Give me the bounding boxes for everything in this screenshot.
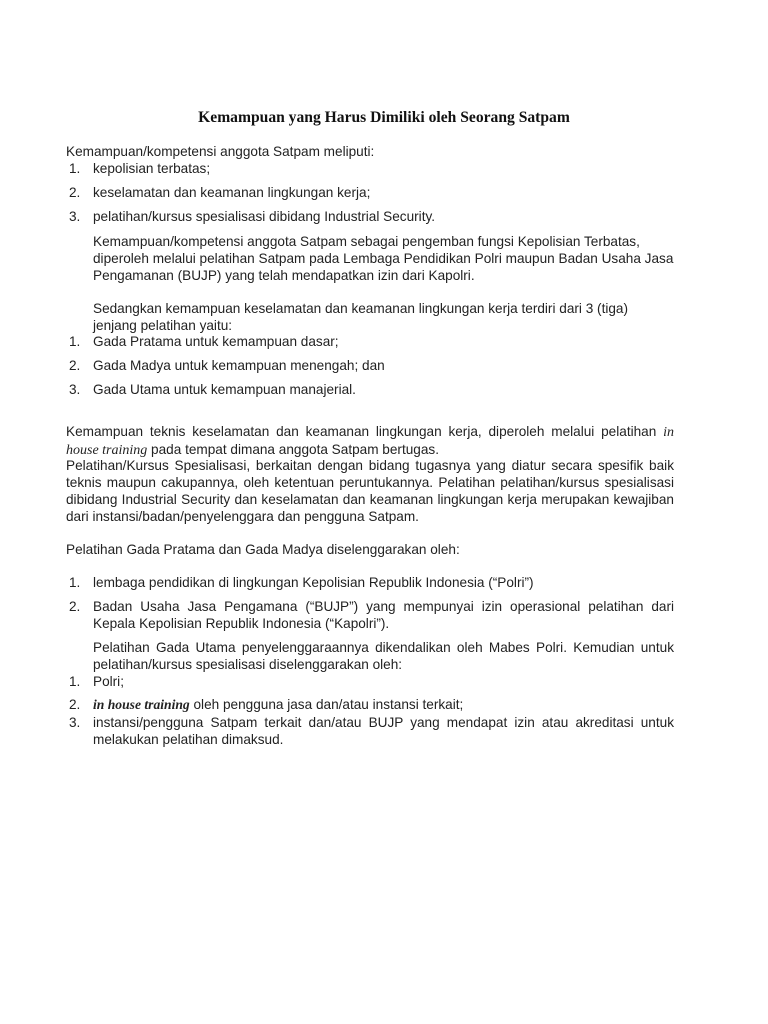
list-number: 2. <box>69 358 81 373</box>
paragraph-kemampuan-teknis <box>66 423 674 459</box>
list-text: pelatihan/kursus spesialisasi dibidang Industrial Security. <box>93 209 436 224</box>
list-number: 2. <box>69 697 81 712</box>
list-text: keselamatan dan keamanan lingkungan kerja; <box>93 185 371 200</box>
paragraph-gada-utama: Pelatihan Gada Utama penyelenggaraannya dikendalikan oleh Mabes Polri. Kemudian untuk pelatihan/kursus spesialisasi diselenggarakan oleh: <box>93 640 674 672</box>
intro-text: Kemampuan/kompetensi anggota Satpam meliputi: <box>66 144 375 159</box>
list-number: 3. <box>69 209 81 224</box>
list-number: 1. <box>69 334 81 349</box>
italic-term: in house training <box>93 697 190 712</box>
italic-term: in house training <box>66 425 674 458</box>
list-text: Badan Usaha Jasa Pengamana (“BUJP”) yang mempunyai izin operasional pelatihan dari Kepala Kepolisian Republik Indonesia (“Kapolri”). <box>93 599 674 631</box>
list-text: Gada Madya untuk kemampuan menengah; dan <box>93 358 385 373</box>
list-number: 1. <box>69 161 81 176</box>
document-title: Kemampuan yang Harus Dimiliki oleh Seorang Satpam <box>198 109 570 126</box>
text-run: Kemampuan teknis keselamatan dan keamanan lingkungan kerja, diperoleh melalui pelatihan <box>66 424 664 439</box>
paragraph-jenjang-pelatihan: Sedangkan kemampuan keselamatan dan keamanan lingkungan kerja terdiri dari 3 (tiga) jenjang pelatihan yaitu: <box>93 301 629 333</box>
list-number: 2. <box>69 185 81 200</box>
list-number: 3. <box>69 715 81 730</box>
list-number: 1. <box>69 575 81 590</box>
text-run: pada tempat dimana anggota Satpam bertugas. <box>147 442 439 457</box>
list-text: Gada Pratama untuk kemampuan dasar; <box>93 334 339 349</box>
list-text: instansi/pengguna Satpam terkait dan/atau BUJP yang mendapat izin atau akreditasi untuk melakukan pelatihan dimaksud. <box>93 715 674 747</box>
list-number: 3. <box>69 382 81 397</box>
list-text: kepolisian terbatas; <box>93 161 211 176</box>
list-text: lembaga pendidikan di lingkungan Kepolisian Republik Indonesia (“Polri”) <box>93 575 534 590</box>
list-text: Gada Utama untuk kemampuan manajerial. <box>93 382 356 397</box>
paragraph-kursus-spesialisasi: Pelatihan/Kursus Spesialisasi, berkaitan dengan bidang tugasnya yang diatur secara spesifik baik teknis maupun cakupannya, oleh ketentuan peruntukannya. Pelatihan pelatihan/kursus spesialisasi dibidang Industrial Security dan keselamatan dan keamanan lingkungan kerja merupakan kewajiban dari instansi/badan/penyelenggara dan pengguna Satpam. <box>66 458 674 524</box>
paragraph-kepolisian-terbatas: Kemampuan/kompetensi anggota Satpam sebagai pengemban fungsi Kepolisian Terbatas, diperoleh melalui pelatihan Satpam pada Lembaga Pendidikan Polri maupun Badan Usaha Jasa Pengamanan (BUJP) yang telah mendapatkan izin dari Kapolri. <box>93 234 674 283</box>
paragraph-penyelenggara: Pelatihan Gada Pratama dan Gada Madya diselenggarakan oleh: <box>66 542 460 557</box>
text-run: oleh pengguna jasa dan/atau instansi terkait; <box>189 697 464 712</box>
list-text: Polri; <box>93 674 124 689</box>
list-number: 2. <box>69 599 81 614</box>
list-text <box>93 696 674 713</box>
list-number: 1. <box>69 674 81 689</box>
